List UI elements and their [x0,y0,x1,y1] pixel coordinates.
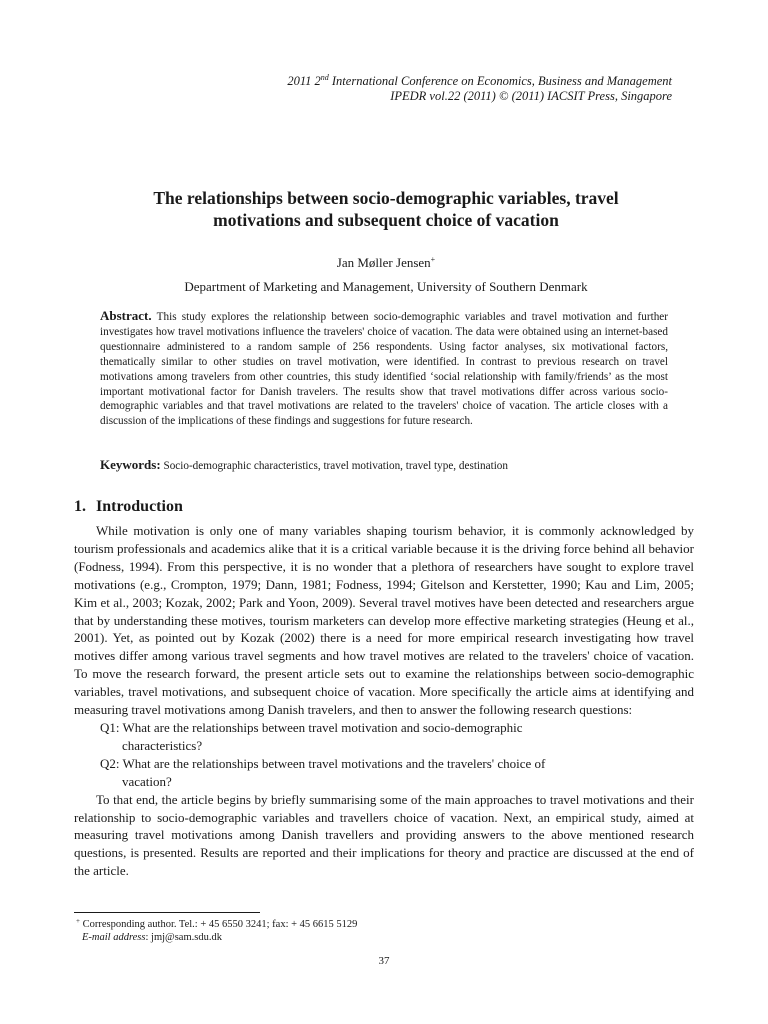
footnote [76,918,357,944]
email-address: : jmj@sam.sdu.dk [145,932,222,943]
conference-year: 2011 2 [287,74,321,88]
conference-header [287,74,672,104]
author-footnote-mark: + [430,255,436,264]
proceedings-line: IPEDR vol.22 (2011) © (2011) IACSIT Press, Singapore [390,89,672,103]
rq2-line-1: Q2: What are the relationships between travel motivations and the travelers' choice of [100,755,546,771]
paragraph-2: To that end, the article begins by briefly summarising some of the main approaches to travel motivations and their relationship to socio-demographic variables and travellers choice of vacation. Next, an empirical study, aimed at measuring travel motivations among Danish travellers and providing answers to the above mentioned research questions, is presented. Results are reported and their implications for theory and practice are discussed at the end of the article. [74,791,694,879]
abstract-label: Abstract. [100,308,152,323]
footnote-line-1 [76,918,357,931]
keywords-label: Keywords: [100,457,161,472]
footnote-contact: Corresponding author. Tel.: + 45 6550 3241; fax: + 45 6615 5129 [79,919,358,930]
abstract-text: This study explores the relationship between socio-demographic variables and travel motivation and further investigates how travel motivations influence the travelers' choice of vacation. The data were obtained using an internet-based questionnaire administered to a random sample of 256 respondents. Using factor analyses, six motivational factors, thematically similar to other studies on travel motivation, were identified. In contrast to previous research on travel motivations among travelers from other countries, this study identified ‘social relationship with family/friends’ as the most important motivational factor for Danish travelers. The results show that travel motivations differ across various socio-demographic variables and that travel motivations are related to the travelers' choice of vacation. The article closes with a discussion of the implications of these findings and suggestions for future research. [100,311,668,428]
author-line [96,255,676,271]
page-number: 37 [378,955,390,967]
keywords-text: Socio-demographic characteristics, travel motivation, travel type, destination [160,460,508,472]
conference-name: International Conference on Economics, Business and Management [328,74,672,88]
conference-line [287,74,672,89]
paper-title [96,187,676,231]
section-heading [74,497,183,517]
footnote-mark: + [76,917,80,925]
title-line-1: The relationships between socio-demographic variables, travel [153,188,619,208]
body-text [74,522,694,880]
affiliation: Department of Marketing and Management, University of Southern Denmark [184,279,588,294]
research-question-2 [74,755,694,791]
section-number: 1. [74,498,86,515]
keywords [100,458,668,473]
conference-ordinal: nd [320,73,329,82]
abstract [100,309,668,429]
author-name: Jan Møller Jensen [336,255,431,270]
title-line-2: motivations and subsequent choice of vacation [213,210,559,230]
paragraph-1: While motivation is only one of many variables shaping tourism behavior, it is commonly acknowledged by tourism professionals and academics alike that it is a critical variable because it is the driving force behind all behavior (Fodness, 1994). From this perspective, it is no wonder that a plethora of researchers have sought to explore travel motivations (e.g., Crompton, 1979; Dann, 1981; Fodness, 1994; Gitelson and Kerstetter, 1990; Kau and Lim, 2005; Kim et al., 2003; Kozak, 2002; Park and Yoon, 2009). Several travel motives have been detected and researchers argue that by understanding these motives, tourism marketers can develop more effective marketing strategies (Heung et al., 2001). Yet, as pointed out by Kozak (2002) there is a need for more empirical research investigating how travel motives differ among various travel segments and how travel motives are related to the travelers' choice of vacation. To move the research forward, the present article sets out to examine the relationships between socio-demographic variables, travel motivations, and subsequent choice of vacation. More specifically the article aims at identifying and measuring travel motivations among Danish travelers, and then to answer the following research questions: [74,523,694,718]
footnote-line-2 [76,931,357,944]
research-question-1 [74,719,694,755]
footnote-rule [74,912,260,913]
rq1-line-2: characteristics? [122,737,203,753]
section-title: Introduction [96,498,183,515]
rq2-line-2: vacation? [122,773,172,789]
rq1-line-1: Q1: What are the relationships between travel motivation and socio-demographic [100,719,523,735]
email-label: E-mail address [82,932,146,943]
